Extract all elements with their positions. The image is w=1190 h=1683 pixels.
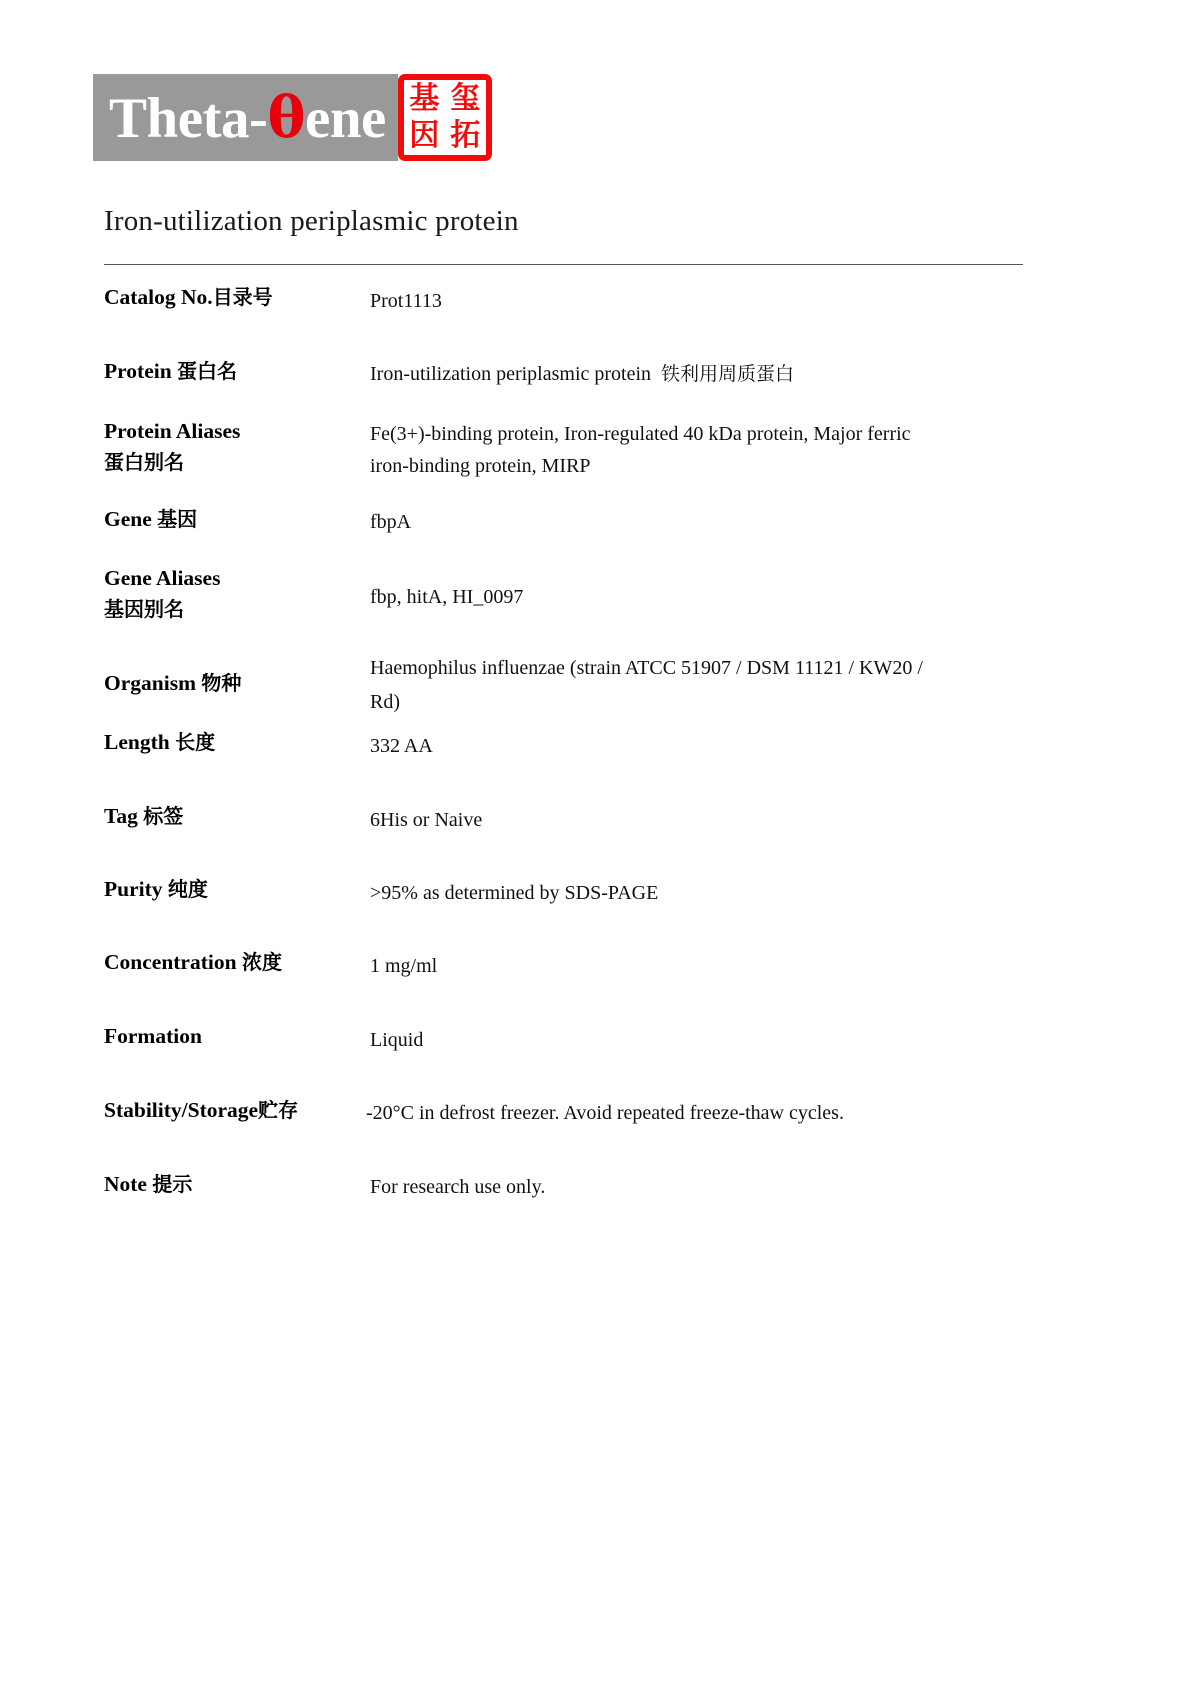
- row-label-length-cn: 长度: [175, 730, 216, 754]
- row-value-protein-cn: 铁利用周质蛋白: [661, 363, 795, 385]
- row-label-storage-en: Stability/Storage: [104, 1098, 259, 1122]
- seal-char-4: 拓: [450, 118, 481, 154]
- row-label-purity: [104, 874, 370, 905]
- row-label-gene-aliases-en: Gene Aliases: [104, 566, 221, 590]
- row-value-protein-aliases-line2: iron-binding protein, MIRP: [370, 455, 591, 477]
- row-value-gene: fbpA: [370, 511, 412, 533]
- row-value-organism: [370, 651, 1034, 719]
- row-label-concentration: [104, 947, 370, 978]
- row-label-protein-en: Protein: [104, 359, 178, 383]
- company-logo: [93, 74, 492, 161]
- row-label-note: [104, 1169, 370, 1200]
- row-value-concentration: 1 mg/ml: [370, 955, 438, 977]
- row-label-catalog-cn: 目录号: [212, 285, 273, 309]
- table-row-concentration: [104, 947, 1034, 1021]
- table-row-organism: [104, 651, 1034, 727]
- row-label-catalog-en: Catalog No.: [104, 285, 213, 309]
- row-value-tag: 6His or Naive: [370, 809, 483, 831]
- row-value-formation: Liquid: [370, 1029, 424, 1051]
- row-label-tag-cn: 标签: [143, 804, 184, 828]
- row-label-concentration-en: Concentration: [104, 950, 242, 974]
- row-label-gene-cn: 基因: [157, 507, 198, 531]
- row-label-concentration-cn: 浓度: [241, 950, 282, 974]
- row-label-organism: [104, 651, 370, 699]
- row-value-protein-aliases: [370, 416, 1034, 482]
- table-row-purity: [104, 874, 1034, 947]
- row-label-gene: [104, 504, 370, 535]
- table-row-note: [104, 1169, 1034, 1229]
- row-label-tag-en: Tag: [104, 804, 144, 828]
- logo-text: [109, 83, 386, 151]
- seal-char-3: 因: [409, 118, 440, 154]
- row-value-catalog: Prot1113: [370, 290, 442, 312]
- theta-glyph-icon: θ: [267, 83, 306, 151]
- row-label-formation-en: Formation: [104, 1024, 202, 1048]
- row-value-protein: [370, 356, 1034, 390]
- seal-char-2: 玺: [450, 80, 481, 116]
- row-label-protein: [104, 356, 370, 387]
- row-label-storage: [104, 1095, 366, 1126]
- row-value-organism-line2: Rd): [370, 691, 400, 713]
- row-value-note: For research use only.: [370, 1176, 546, 1198]
- logo-wordmark: [93, 74, 398, 161]
- row-label-protein-aliases-en: Protein Aliases: [104, 419, 241, 443]
- row-value-gene-aliases: fbp, hitA, HI_0097: [370, 586, 524, 608]
- row-label-length: [104, 727, 370, 758]
- row-label-organism-cn: 物种: [201, 671, 242, 695]
- title-divider: [104, 264, 1023, 265]
- row-label-note-en: Note: [104, 1172, 153, 1196]
- row-label-storage-cn: 贮存: [258, 1098, 299, 1122]
- page-title: Iron-utilization periplasmic protein: [104, 205, 519, 237]
- row-label-catalog: [104, 282, 370, 313]
- row-label-tag: [104, 801, 370, 832]
- row-value-purity: >95% as determined by SDS-PAGE: [370, 882, 659, 904]
- row-label-formation: [104, 1021, 370, 1052]
- table-row-protein: [104, 356, 1034, 416]
- table-row-catalog: [104, 282, 1034, 356]
- table-row-storage: [104, 1095, 1034, 1169]
- row-label-gene-en: Gene: [104, 507, 158, 531]
- row-value-protein-en: Iron-utilization periplasmic protein: [370, 363, 652, 385]
- chinese-seal-icon: [398, 74, 492, 161]
- row-value-storage: -20°C in defrost freezer. Avoid repeated freeze-thaw cycles.: [366, 1102, 844, 1124]
- table-row-formation: [104, 1021, 1034, 1095]
- row-label-purity-cn: 纯度: [167, 877, 208, 901]
- row-value-length: 332 AA: [370, 735, 433, 757]
- table-row-tag: [104, 801, 1034, 874]
- table-row-length: [104, 727, 1034, 801]
- row-label-protein-aliases-cn: 蛋白别名: [104, 450, 184, 474]
- row-value-organism-line1: Haemophilus influenzae (strain ATCC 51907 / DSM 11121 / KW20 /: [370, 657, 923, 679]
- seal-char-1: 基: [409, 80, 440, 116]
- row-label-length-en: Length: [104, 730, 176, 754]
- row-label-organism-en: Organism: [104, 671, 202, 695]
- row-label-gene-aliases-cn: 基因别名: [104, 597, 184, 621]
- row-label-protein-cn: 蛋白名: [177, 359, 238, 383]
- logo-wordmark-prefix: Theta-: [109, 86, 268, 150]
- logo-wordmark-suffix: ene: [305, 86, 386, 150]
- row-label-protein-aliases: [104, 416, 370, 478]
- row-label-purity-en: Purity: [104, 877, 168, 901]
- table-row-gene: [104, 504, 1034, 563]
- specification-table: [104, 282, 1034, 1229]
- row-value-protein-aliases-line1: Fe(3+)-binding protein, Iron-regulated 40 kDa protein, Major ferric: [370, 423, 911, 445]
- row-label-gene-aliases: [104, 563, 370, 625]
- table-row-gene-aliases: [104, 563, 1034, 651]
- row-label-note-cn: 提示: [152, 1172, 193, 1196]
- table-row-protein-aliases: [104, 416, 1034, 504]
